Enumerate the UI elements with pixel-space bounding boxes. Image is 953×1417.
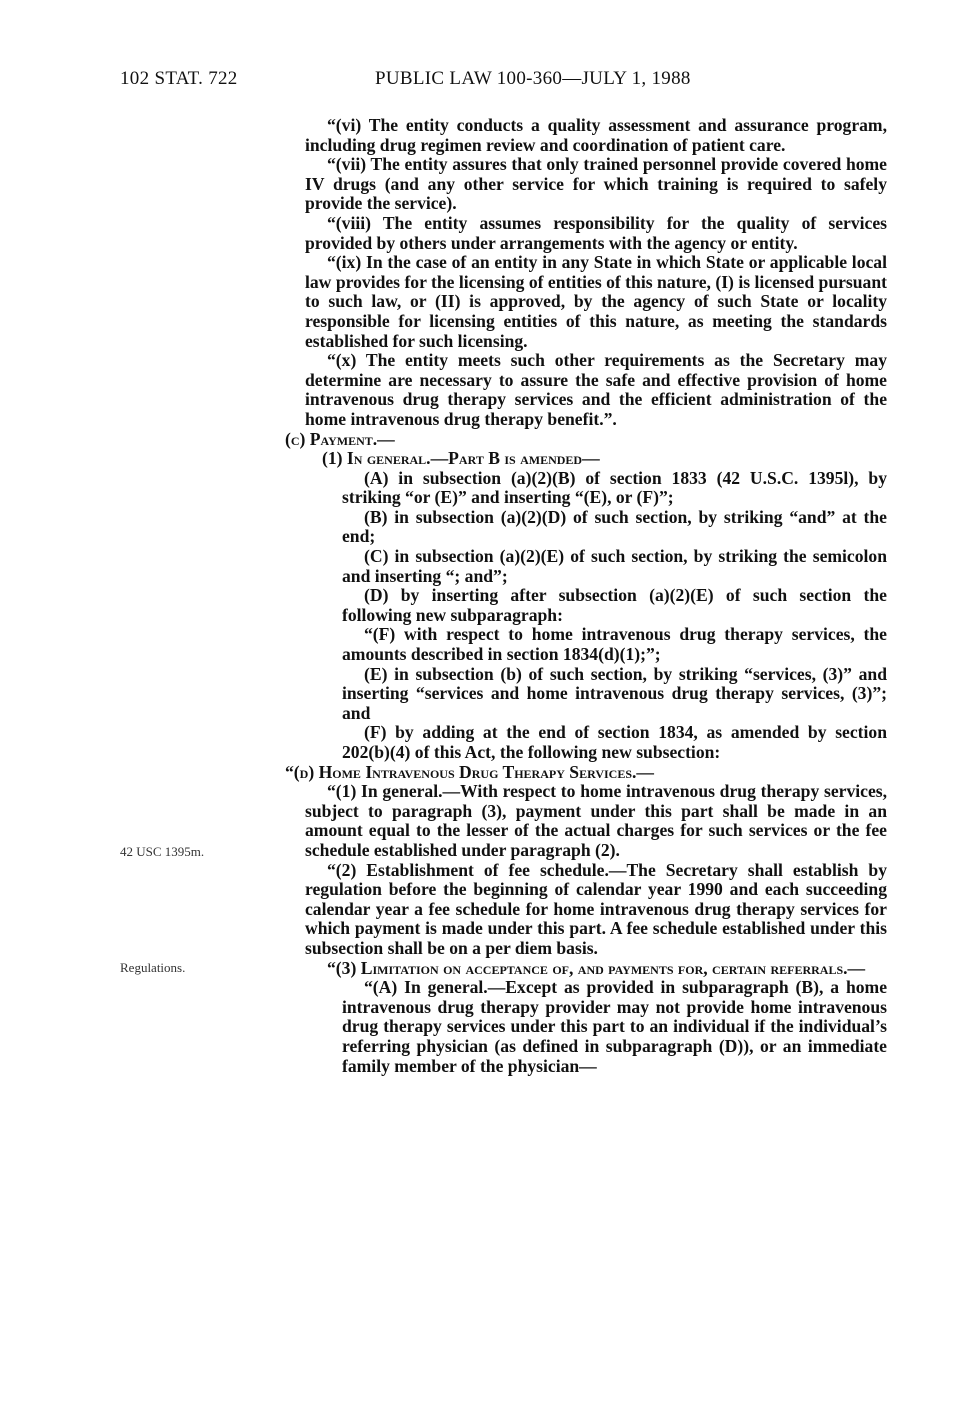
document-body — [0, 116, 953, 1076]
subparagraph-f: (F) by adding at the end of section 1834, as amended by section 202(b)(4) of this Act, the following new subsection: — [342, 722, 887, 762]
clause-x: “(x) The entity meets such other requirements as the Secretary may determine are necessary to assure the safe and effective provision of home intravenous drug therapy services and the efficient administration of the home intravenous drug therapy benefit.”. — [305, 350, 887, 429]
page-number: 102 STAT. 722 — [120, 68, 238, 89]
clause-vi: “(vi) The entity conducts a quality assessment and assurance program, including drug regimen review and coordination of patient care. — [305, 115, 887, 155]
subparagraph-b: (B) in subsection (a)(2)(D) of such section, by striking “and” at the end; — [342, 506, 887, 547]
clause-vii: “(vii) The entity assures that only trained personnel provide covered home IV drugs (and any other service for which training is required to safely provide the service). — [305, 154, 887, 214]
paragraph-d2: “(2) Establishment of fee schedule.—The Secretary shall establish by regulation before the beginning of calendar year 1990 and each succeeding calendar year a fee schedule for home intravenous drug therapy services for which payment is made under this part. A fee schedule established under this subsection shall be on a per diem basis. — [305, 859, 887, 958]
subparagraph-e: (E) in subsection (b) of such section, by striking “services, (3)” and inserting “services and home intravenous drug therapy services, (3)”; and — [342, 663, 887, 723]
paragraph-d3-heading: “(3) Limitation on acceptance of, and payments for, certain referrals.— — [327, 957, 866, 978]
margin-note-regulations: Regulations. — [120, 960, 186, 975]
margin-note-usc: 42 USC 1395m. — [120, 844, 205, 859]
paragraph-d1: “(1) In general.—With respect to home intravenous drug therapy services, subject to paragraph (3), payment under this part shall be made in an amount equal to the lesser of the actual charges for such services or the fee schedule established under paragraph (2). — [305, 781, 887, 860]
subparagraph-d: (D) by inserting after subsection (a)(2)(E) of such section the following new subparagraph: — [342, 585, 887, 625]
subparagraph-a: (A) in subsection (a)(2)(B) of section 1833 (42 U.S.C. 1395l), by striking “or (E)” and inserting “(E), or (F)”; — [342, 467, 887, 508]
subsection-d-heading: “(d) Home Intravenous Drug Therapy Services.— — [285, 761, 654, 782]
new-subparagraph-f: “(F) with respect to home intravenous drug therapy services, the amounts described in section 1834(d)(1);”; — [342, 624, 887, 665]
clause-ix: “(ix) In the case of an entity in any State in which State or applicable local law provides for the licensing of entities of this nature, (I) is licensed pursuant to such law, or (II) is approved, by the agency of such State or locality responsible for licensing entities of this nature, as meeting the standards established for such licensing. — [305, 252, 887, 351]
paragraph-d3a: “(A) In general.—Except as provided in subparagraph (B), a home intravenous drug therapy provider may not provide home intravenous drug therapy services under this part to an individual if the individual’s referring physician (as defined in subparagraph (D)), or an immediate family member of the physician— — [342, 977, 887, 1076]
subparagraph-c: (C) in subsection (a)(2)(E) of such section, by striking the semicolon and inserting “; and”; — [342, 546, 887, 586]
clause-viii: “(viii) The entity assumes responsibility for the quality of services provided by others under arrangements with the agency or entity. — [305, 212, 887, 253]
section-c-heading: (c) Payment.— — [285, 428, 395, 449]
page-header — [0, 68, 953, 98]
paragraph-1-heading: (1) In general.—Part B is amended— — [322, 448, 600, 469]
running-title: PUBLIC LAW 100-360—JULY 1, 1988 — [375, 68, 691, 89]
